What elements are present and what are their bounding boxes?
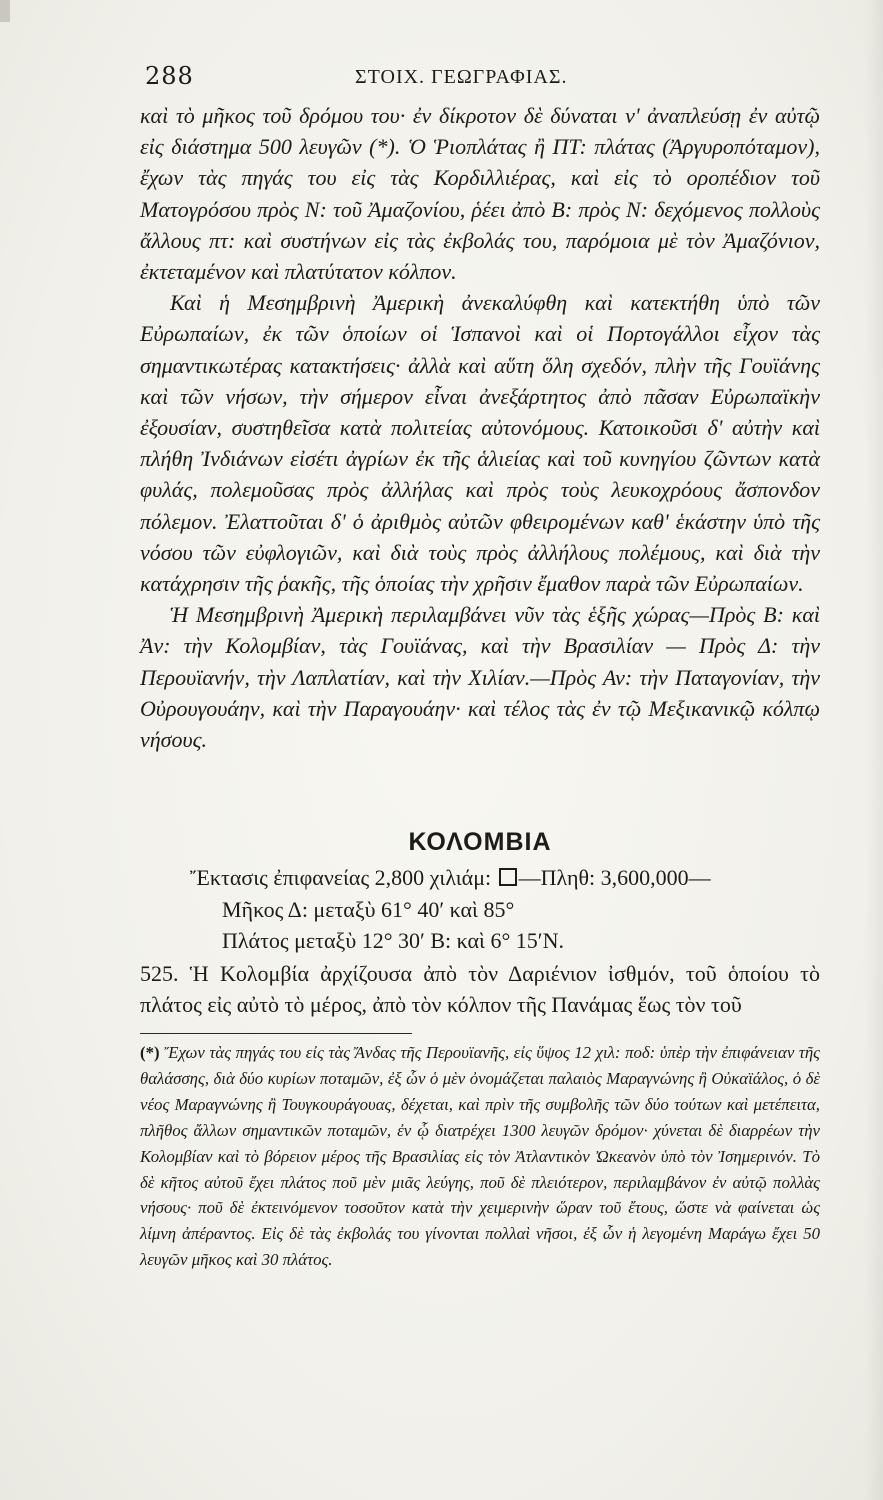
running-head: ΣΤΟΙΧ. ΓΕΩΓΡΑΦΙΑΣ. <box>355 66 568 88</box>
page-corner-mark <box>0 0 10 22</box>
area-label: Ἔκτασις ἐπιφανείας <box>190 865 370 890</box>
area-value: 2,800 χιλιάμ: <box>374 865 492 890</box>
paragraph-525-text: Ἡ Κολομβία ἀρχίζουσα ἀπὸ τὸν Δαριένιον ἰσθμόν, τοῦ ὁποίου τὸ πλάτος εἰς αὐτὸ τὸ μέρος, ἀπὸ τὸν κόλπον τῆς Πανάμας ἕως τὸν τοῦ <box>140 961 820 1017</box>
section-title-colombia: ΚΟΛΟΜΒΙΑ <box>408 828 552 856</box>
area-population-line <box>140 862 820 894</box>
main-text <box>140 100 820 755</box>
footnote-mark: (*) <box>140 1043 160 1062</box>
paragraph-south-america-countries: Ἡ Μεσημβρινὴ Ἀμερικὴ περιλαμβάνει νῦν τὰς ἑξῆς χώρας—Πρὸς Β: καὶ Ἀν: τὴν Κολομβίαν, τὰς Γουϊάνας, καὶ τὴν Βρασιλίαν — Πρὸς Δ: τὴν Περουϊανήν, τὴν Λαπλατίαν, καὶ τὴν Χιλίαν.—Πρὸς Αν: τὴν Παταγονίαν, τὴν Οὐρουγουάην, καὶ τὴν Παραγουάην· καὶ τέλος τὰς ἐν τῷ Μεξικανικῷ κόλπῳ νήσους. <box>140 602 820 753</box>
population-value: 3,600,000— <box>600 865 711 890</box>
population-label: —Πληθ: <box>518 865 596 890</box>
footnote-rule <box>140 1033 412 1034</box>
paragraph-525 <box>140 958 820 1020</box>
width-line: Πλάτος μεταξὺ 12° 30′ Β: καὶ 6° 15′Ν. <box>222 928 564 953</box>
page-header <box>143 62 823 92</box>
page-edge-shadow <box>865 0 883 1500</box>
colombia-stats <box>140 862 820 957</box>
paragraph-amazon-rioplata: καὶ τὸ μῆκος τοῦ δρόμου του· ἐν δίκροτον δὲ δύναται ν' ἀναπλεύσῃ ἐν αὐτῷ εἰς διάστημα 500 λευγῶν (*). Ὁ Ῥιοπλάτας ἢ ΠΤ: πλάτας (Ἀργυροπόταμον), ἔχων τὰς πηγάς του εἰς τὰς Κορδιλλιέρας, καὶ εἰς τὸ οροπέδιον τοῦ Ματογρόσου πρὸς Ν: τοῦ Ἀμαζονίου, ῥέει ἀπὸ Β: πρὸς Ν: δεχόμενος πολλοὺς ἄλλους πτ: καὶ συστήνων εἰς τὰς ἐκβολάς του, παρόμοια μὲ τὸν Ἀμαζόνιον, ἐκτεταμένον καὶ πλατύτατον κόλπον. <box>140 103 820 285</box>
page-number: 288 <box>145 62 194 90</box>
square-icon <box>499 868 517 886</box>
paragraph-number: 525. <box>140 961 179 986</box>
paragraph-south-america-conquest: Καὶ ἡ Μεσημβρινὴ Ἀμερικὴ ἀνεκαλύφθη καὶ κατεκτήθη ὑπὸ τῶν Εὐρωπαίων, ἐκ τῶν ὁποίων οἱ Ἱσπανοὶ καὶ οἱ Πορτογάλλοι εἶχον τὰς σημαντικωτέρας κατακτήσεις· ἀλλὰ καὶ αὕτη ὅλη σχεδόν, πλὴν τῆς Γουϊάνης καὶ τῶν νήσων, τὴν σήμερον εἶναι ἀνεξάρτητος ἀπὸ πᾶσαν Εὐρωπαϊκὴν ἐξουσίαν, συστηθεῖσα κατὰ πολιτείας αὐτονόμους. Κατοικοῦσι δ' αὐτὴν καὶ πλήθη Ἰνδιάνων εἰσέτι ἀγρίων ἐκ τῆς ἁλιείας καὶ τοῦ κυνηγίου ζῶντων κατὰ φυλάς, πολεμοῦσας πρὸς ἀλλήλας καὶ πρὸς τοὺς λευκοχρόους ἄσπονδον πόλεμον. Ἐλαττοῦται δ' ὁ ἀριθμὸς αὐτῶν φθειρομένων καθ' ἑκάστην ὑπὸ τῆς νόσου τῶν εὐφλογιῶν, καὶ διὰ τοὺς πρὸς ἀλλήλους πολέμους, καὶ διὰ τὴν κατάχρησιν τῆς ῥακῆς, τῆς ὁποίας τὴν χρῆσιν ἔμαθον παρὰ τῶν Εὐρωπαίων. <box>140 290 820 597</box>
footnote-text: Ἔχων τὰς πηγάς του εἰς τὰς Ἄνδας τῆς Περουϊανῆς, εἰς ὕψος 12 χιλ: ποδ: ὑπὲρ τὴν ἐπιφάνειαν τῆς θαλάσσης, διὰ δύο κυρίων ποταμῶν, ἐξ ὧν ὁ μὲν ὀνομάζεται παλαιὸς Μαραγνώνης ἢ Οὐκαϊάλος, ὁ δὲ νέος Μαραγνώνης ἢ Τουγκουράγουας, δέχεται, καὶ πρὶν τῆς συμβολῆς τῶν δύο τούτων καὶ μετέπειτα, πλῆθος ἄλλων σημαντικῶν ποταμῶν, ἐν ᾧ διατρέχει 1300 λευγῶν δρόμον· χύνεται δὲ διαρρέων τὴν Κολομβίαν καὶ τὸ βόρειον μέρος τῆς Βρασιλίας εἰς τὸν Ἀτλαντικὸν Ὠκεανὸν ὑπὸ τὸν Ἰσημερινόν. Τὸ δὲ κῆτος αὐτοῦ ἔχει πλάτος ποῦ μὲν μιᾶς λεύγης, ποῦ δὲ πλειότερον, περιλαμβάνον ἐν αὐτῷ πολλὰς νήσους· ποῦ δὲ ἐκτεινόμενον τοσοῦτον κατὰ τὴν χειμερινὴν ὥραν τοῦ ἔτους, ὥστε νὰ φαίνεται ὡς λίμνη ἀπέραντος. Εἰς δὲ τὰς ἐκβολάς του γίνονται πολλαὶ νῆσοι, ἐξ ὧν ἡ λεγομένη Μαράγω ἔχει 50 λευγῶν μῆκος καὶ 30 πλάτος. <box>140 1043 820 1270</box>
length-line: Μῆκος Δ: μεταξὺ 61° 40′ καὶ 85° <box>222 896 515 922</box>
footnote <box>140 1040 820 1273</box>
